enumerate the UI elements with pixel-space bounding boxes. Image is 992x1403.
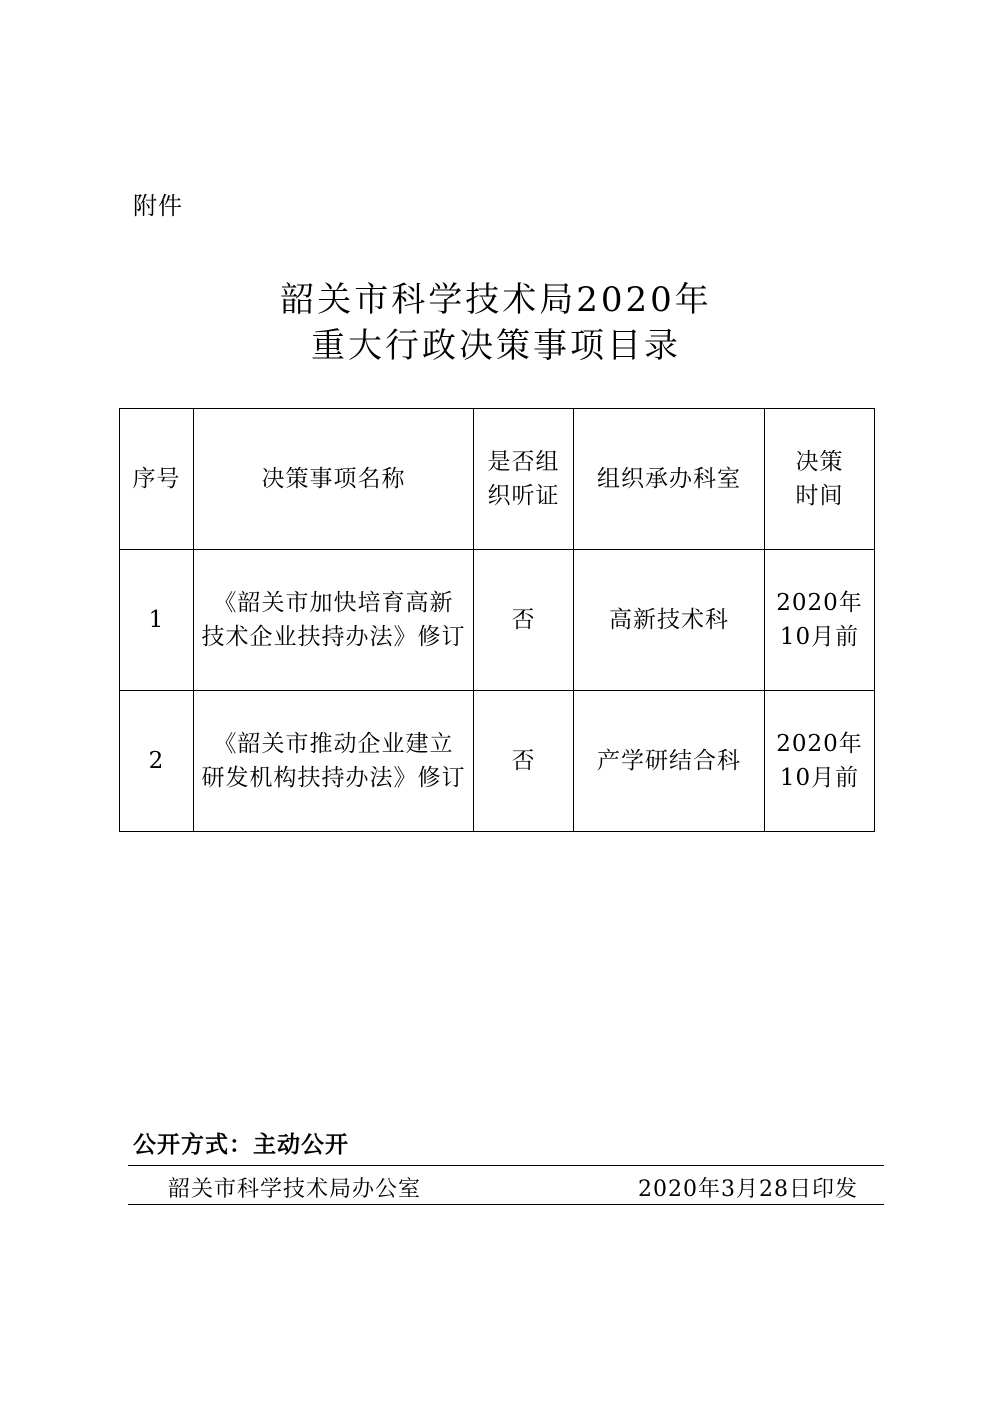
row-hearing: 否 [474,691,574,832]
row-index: 2 [120,691,194,832]
footer-top-divider [128,1165,884,1166]
row-decision-name: 《韶关市加快培育高新 技术企业扶持办法》修订 [194,550,474,691]
row-department: 产学研结合科 [574,691,765,832]
document-title-line-2: 重大行政决策事项目录 [311,326,681,366]
table-row [120,550,875,691]
disclosure-method: 公开方式：主动公开 [133,1132,349,1158]
attachment-label: 附件 [133,192,183,220]
issuing-office: 韶关市科学技术局办公室 [168,1177,422,1202]
document-title-line-1: 韶关市科学技术局2020年 [280,280,712,320]
row-decision-name: 《韶关市推动企业建立 研发机构扶持办法》修订 [194,691,474,832]
table-header-row [120,409,875,550]
table-row [120,691,875,832]
header-index: 序号 [120,409,194,550]
row-index: 1 [120,550,194,691]
row-decision-time: 2020年 10月前 [765,550,875,691]
decision-catalog-table [119,408,875,832]
row-hearing: 否 [474,550,574,691]
issue-date: 2020年3月28日印发 [638,1177,858,1202]
header-decision-time: 决策 时间 [765,409,875,550]
row-decision-time: 2020年 10月前 [765,691,875,832]
row-department: 高新技术科 [574,550,765,691]
footer-bottom-divider [128,1204,884,1205]
header-hearing: 是否组 织听证 [474,409,574,550]
header-decision-name: 决策事项名称 [194,409,474,550]
header-department: 组织承办科室 [574,409,765,550]
